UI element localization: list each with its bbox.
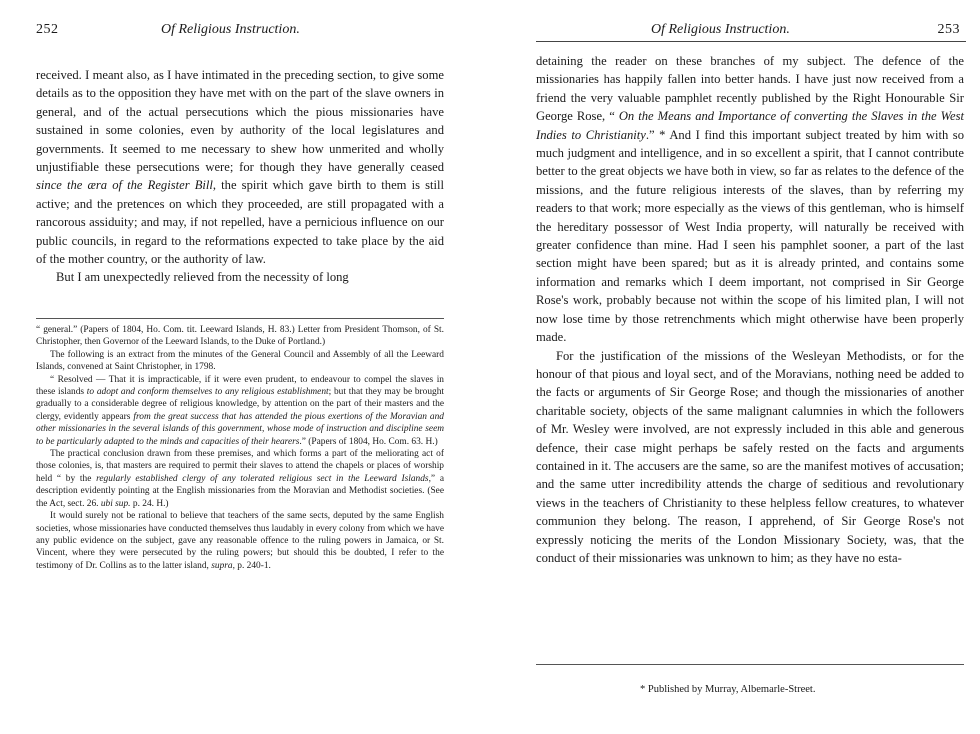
- footnote: [36, 510, 444, 572]
- footnote-segment: , p. 240-1.: [232, 560, 271, 571]
- footnote: * Published by Murray, Albemarle-Street.: [640, 684, 816, 695]
- footnote-segment: p. 24. H.): [130, 498, 169, 509]
- running-title: Of Religious Instruction.: [161, 22, 300, 37]
- footnote-quote: [36, 374, 444, 448]
- footnote-italic: from the great success that has attended the pious exertions of the Moravian and other missionaries in the several islands of this government, whose mode of instruction and discipline seem to be particularly adapted to the minds and capacities of their hearers: [36, 411, 444, 447]
- page-number: 252: [36, 22, 59, 37]
- footnote-segment: ; but that they may be brought gradually to a considerable degree of religious knowledge, by attention on the part of their masters and the clergy, evidently appears: [36, 387, 445, 422]
- body-text: [536, 52, 964, 567]
- body-paragraph: But I am unexpectedly relieved from the necessity of long: [56, 270, 349, 285]
- footnote-italic: regularly established clergy of any tolerated religious sect in the Leeward Islands: [96, 473, 429, 484]
- running-head: [536, 22, 966, 42]
- body-italic: On the Means and Importance of converting the Slaves in the West Indies to Christianity: [536, 109, 964, 142]
- footnote-segment: ,” a description evidently pointing at the English missionaries from the Moravian and Methodist societies. (See the Act, sect. 26.: [36, 473, 444, 509]
- footnote-divider: [536, 664, 964, 665]
- footnote-segment: The practical conclusion drawn from these premises, and which forms a part of the meliorating act of those colonies, is, that masters are required to permit their slaves to attend the chapels or places of worship held “ by the: [36, 449, 444, 484]
- footnote-italic: supra: [211, 560, 233, 571]
- footnote-italic: to adopt and conform themselves to any religious establishment: [86, 387, 329, 398]
- running-title: Of Religious Instruction.: [651, 22, 790, 37]
- body-text: [36, 66, 444, 287]
- left-page: [0, 0, 480, 734]
- page-number: 253: [937, 22, 960, 37]
- footnote-divider: [36, 318, 444, 319]
- footnote: “ general.” (Papers of 1804, Ho. Com. tit. Leeward Islands, H. 83.) Letter from President Thomson, of St. Christopher, then Governor of the Leeward Islands, to the Duke of Portland.): [36, 325, 444, 348]
- footnote: [36, 448, 444, 510]
- header-rule: [536, 41, 966, 42]
- running-head: [36, 22, 446, 42]
- body-italic: since the æra of the Register Bill: [36, 178, 213, 193]
- body-segment: .” * And I find this important subject treated by him with so much judgment and intelligence, and in so excellent a spirit, that I cannot contribute better to the great objects we have both in view, so far as relates to the defence of the missions, and the future religious interests of the slaves, than by referring my readers to that work; more especially as the views of this gentleman, who is himself the hereditary possessor of West India property, will naturally be received with greater confidence than mine. Had I seen his pamphlet sooner, a part of the last section might have been spared; but as it is already printed, and contains some information and remarks which I deem important, not comprised in Sir George Rose's work, probably because not within the scope of his limited plan, I will not now lose time by those retrenchments which might otherwise have been properly made.: [536, 127, 964, 345]
- body-paragraph: For the justification of the missions of the Wesleyan Methodists, or for the honour of that pious and loyal sect, and of the Moravians, nothing need be added to the facts or arguments of Sir George Rose; and though the missionaries of another charitable society, objects of the same malignant calumnies in which the followers of Mr. Wesley were involved, are not expressly included in this able and generous defence, their case might perhaps be safely rested on the facts and arguments contained in it. The accusers are the same, so are the manifest motives of accusation; and the same utter incredibility attends the charge of seditious and revolutionary views in the teachers of Christianity to these helpless fellow creatures, to whatever communion they belong. The reason, I apprehend, of Sir George Rose's not expressly noticing the merits of the London Missionary Society, was, that the conduct of their missionaries was unknown to him; as they have no esta-: [536, 348, 964, 565]
- footnote: The following is an extract from the minutes of the General Council and Assembly of all the Leeward Islands, convened at Saint Christopher, in 1798.: [36, 349, 444, 373]
- footnotes: [36, 324, 444, 572]
- footnote-segment: “ Resolved — That it is impracticable, if it were even prudent, to endeavour to compel the slaves in these islands: [36, 374, 444, 398]
- right-page: [500, 0, 980, 734]
- body-segment: received. I meant also, as I have intimated in the preceding section, to give some details as to the opposition they have met with on the part of the slave owners in general, and of the actual persecutions which the pious missionaries have sustained in some colonies, even by authority of the local legislatures and governments. It seemed to me necessary to shew how unmerited and wholly unjustifiable these persecutions were; for though they have generally ceased: [36, 68, 444, 175]
- footnote-segment: .” (Papers of 1804, Ho. Com. 63. H.): [299, 436, 438, 447]
- footnote-segment: It would surely not be rational to believe that teachers of the same sects, deputed by the same English societies, whose missionaries have conducted themselves thus laudably in every colony from which we have any public evidence on the subject, gave any reasonable offence to the ruling powers in Jamaica, or St. Vincent, where they were persecuted by the ruling powers; but should this be doubted, I refer to the testimony of Dr. Collins as to the latter island,: [36, 511, 444, 571]
- body-segment: , the spirit which gave birth to them is still active; and the pretences on which they proceeded, are still propagated with a rancorous assiduity; and may, if not repelled, have a pernicious influence on our public councils, in regard to the reformations expected to take place by the aid of the mother country, or the authority of law.: [36, 178, 444, 267]
- footnote-italic: ubi sup.: [100, 498, 131, 509]
- body-segment: detaining the reader on these branches of my subject. The defence of the missionaries has happily fallen into better hands. I have just now received from a friend the very valuable pamphlet recently published by the Right Honourable Sir George Rose, “: [536, 54, 964, 124]
